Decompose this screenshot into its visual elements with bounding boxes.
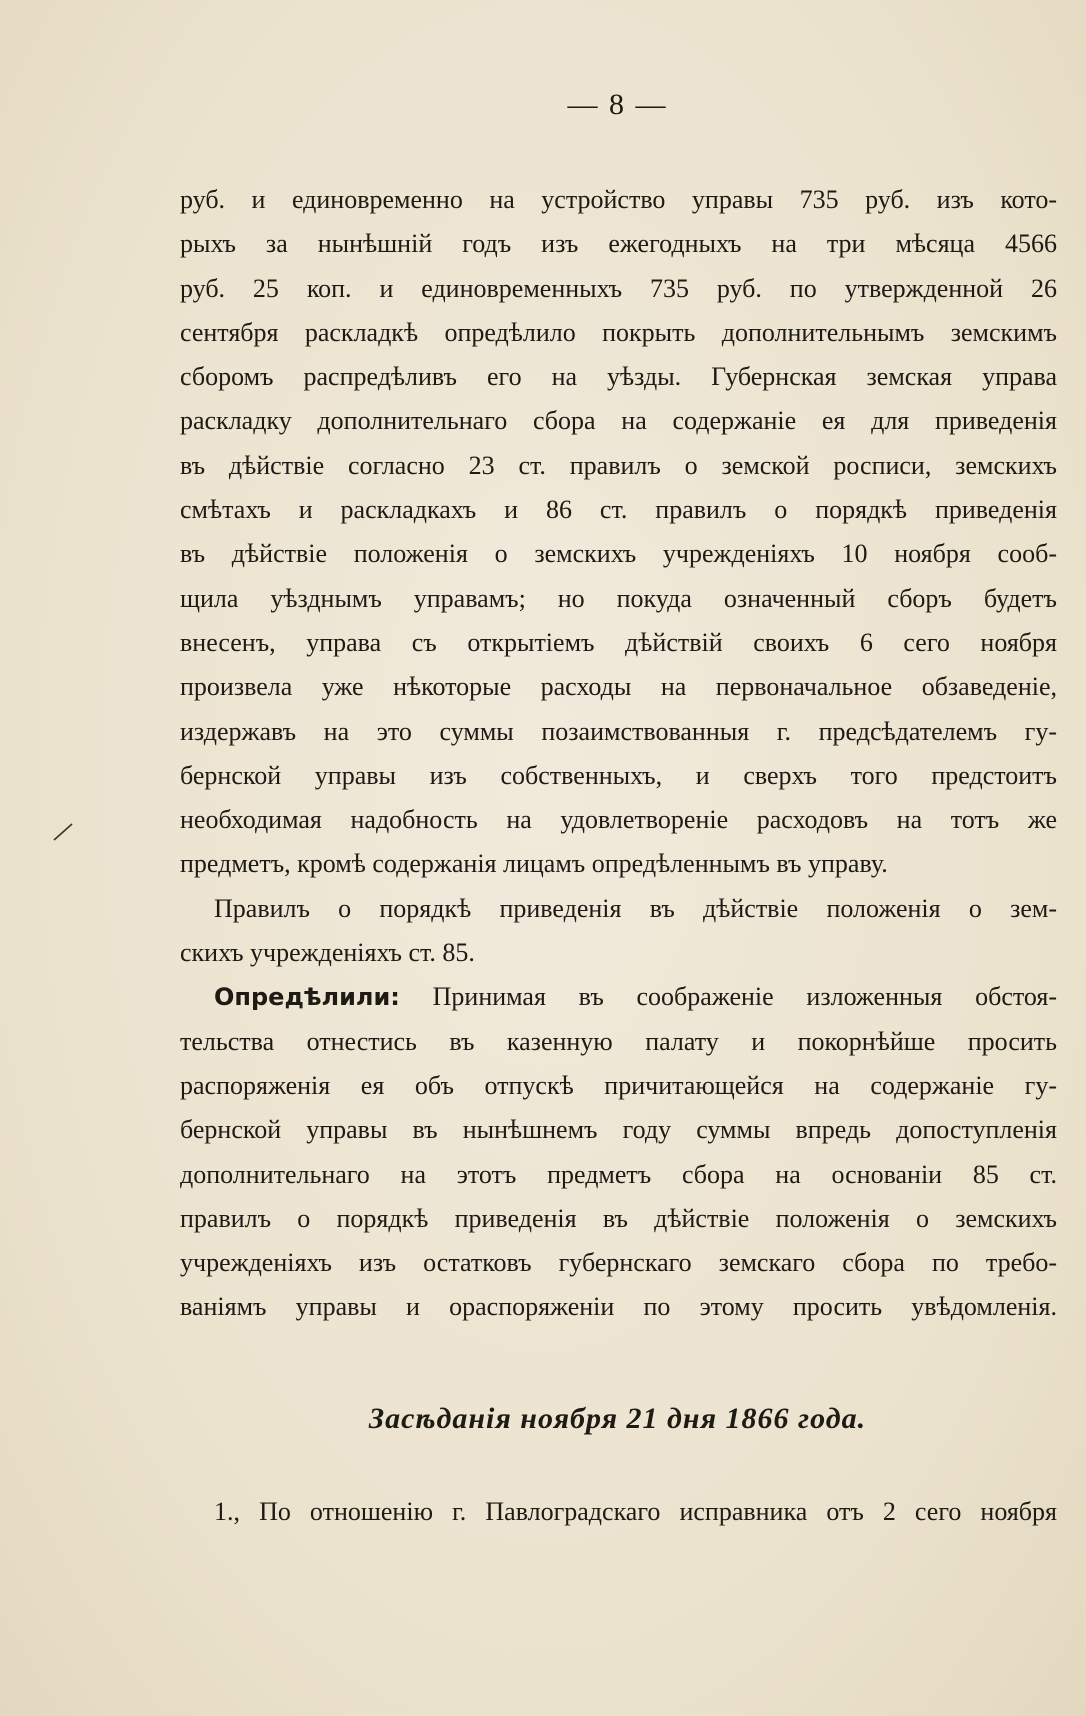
- text-line: произвела уже нѣкоторые расходы на первоначальное обзаведеніе,: [180, 672, 1057, 702]
- text-line: предметъ, кромѣ содержанія лицамъ опредѣленнымъ въ управу.: [180, 849, 888, 879]
- text-line: руб. 25 коп. и единовременныхъ 735 руб. по утвержденной 26: [180, 273, 1057, 303]
- text-line: ваніямъ управы и ораспоряженіи по этому просить увѣдомленія.: [180, 1292, 1057, 1322]
- text-line: рыхъ за нынѣшній годъ изъ ежегодныхъ на три мѣсяца 4566: [180, 229, 1057, 259]
- text-line: 1., По отношенію г. Павлоградскаго исправника отъ 2 сего ноября: [214, 1497, 1057, 1526]
- text-line: тельства отнестись въ казенную палату и покорнѣйше просить: [180, 1026, 1057, 1056]
- text-line: бернской управы въ нынѣшнемъ году суммы впредь допоступленія: [180, 1115, 1057, 1145]
- text-line: [180, 975, 1057, 1019]
- text-line: учрежденіяхъ изъ остатковъ губернскаго земскаго сбора по требо-: [180, 1248, 1057, 1278]
- text-line: руб. и единовременно на устройство управы 735 руб. изъ кото-: [180, 185, 1057, 214]
- text-line: дополнительнаго на этотъ предметъ сбора на основаніи 85 ст.: [180, 1159, 1057, 1189]
- text-line: щила уѣзднымъ управамъ; но покуда означенный сборъ будетъ: [180, 583, 1057, 613]
- paragraph-3: [180, 975, 1057, 1329]
- text-line: въ дѣйствіе положенія о земскихъ учрежденіяхъ 10 ноября сооб-: [180, 539, 1057, 569]
- text-line: Правилъ о порядкѣ приведенія въ дѣйствіе положенія о зем-: [214, 893, 1057, 923]
- text-line: смѣтахъ и раскладкахъ и 86 ст. правилъ о порядкѣ приведенія: [180, 495, 1057, 525]
- text-line: распоряженія ея объ отпускѣ причитающейся на содержаніе гу-: [180, 1070, 1057, 1100]
- body-text: [180, 178, 1057, 1330]
- page-number: — 8 —: [567, 88, 668, 121]
- item-1-text: [180, 1490, 1057, 1534]
- margin-pencil-mark: [52, 820, 74, 842]
- paragraph-1: [180, 178, 1057, 887]
- text-line: сентября раскладкѣ опредѣлило покрыть дополнительнымъ земскимъ: [180, 317, 1057, 347]
- text-line: скихъ учрежденіяхъ ст. 85.: [180, 938, 475, 968]
- paragraph-2: [180, 887, 1057, 976]
- text-line: бернской управы изъ собственныхъ, и сверхъ того предстоитъ: [180, 760, 1057, 790]
- text-line: правилъ о порядкѣ приведенія въ дѣйствіе положенія о земскихъ: [180, 1203, 1057, 1233]
- text-line: въ дѣйствіе согласно 23 ст. правилъ о земской росписи, земскихъ: [180, 450, 1057, 480]
- resolution-label: Опредѣлили:: [214, 983, 400, 1012]
- text-line: издержавъ на это суммы позаимствованныя г. предсѣдателемъ гу-: [180, 716, 1057, 746]
- text-line: сборомъ распредѣливъ его на уѣзды. Губернская земская управа: [180, 362, 1057, 392]
- text-line: раскладку дополнительнаго сбора на содержаніе ея для приведенія: [180, 406, 1057, 436]
- text-line: необходимая надобность на удовлетвореніе расходовъ на тотъ же: [180, 805, 1057, 835]
- section-title: Засѣданія ноября 21 дня 1866 года.: [368, 1402, 867, 1435]
- text-line: внесенъ, управа съ открытіемъ дѣйствій своихъ 6 сего ноября: [180, 627, 1057, 657]
- resolution-first-line: Принимая въ соображеніе изложенныя обстоя-: [432, 982, 1058, 1012]
